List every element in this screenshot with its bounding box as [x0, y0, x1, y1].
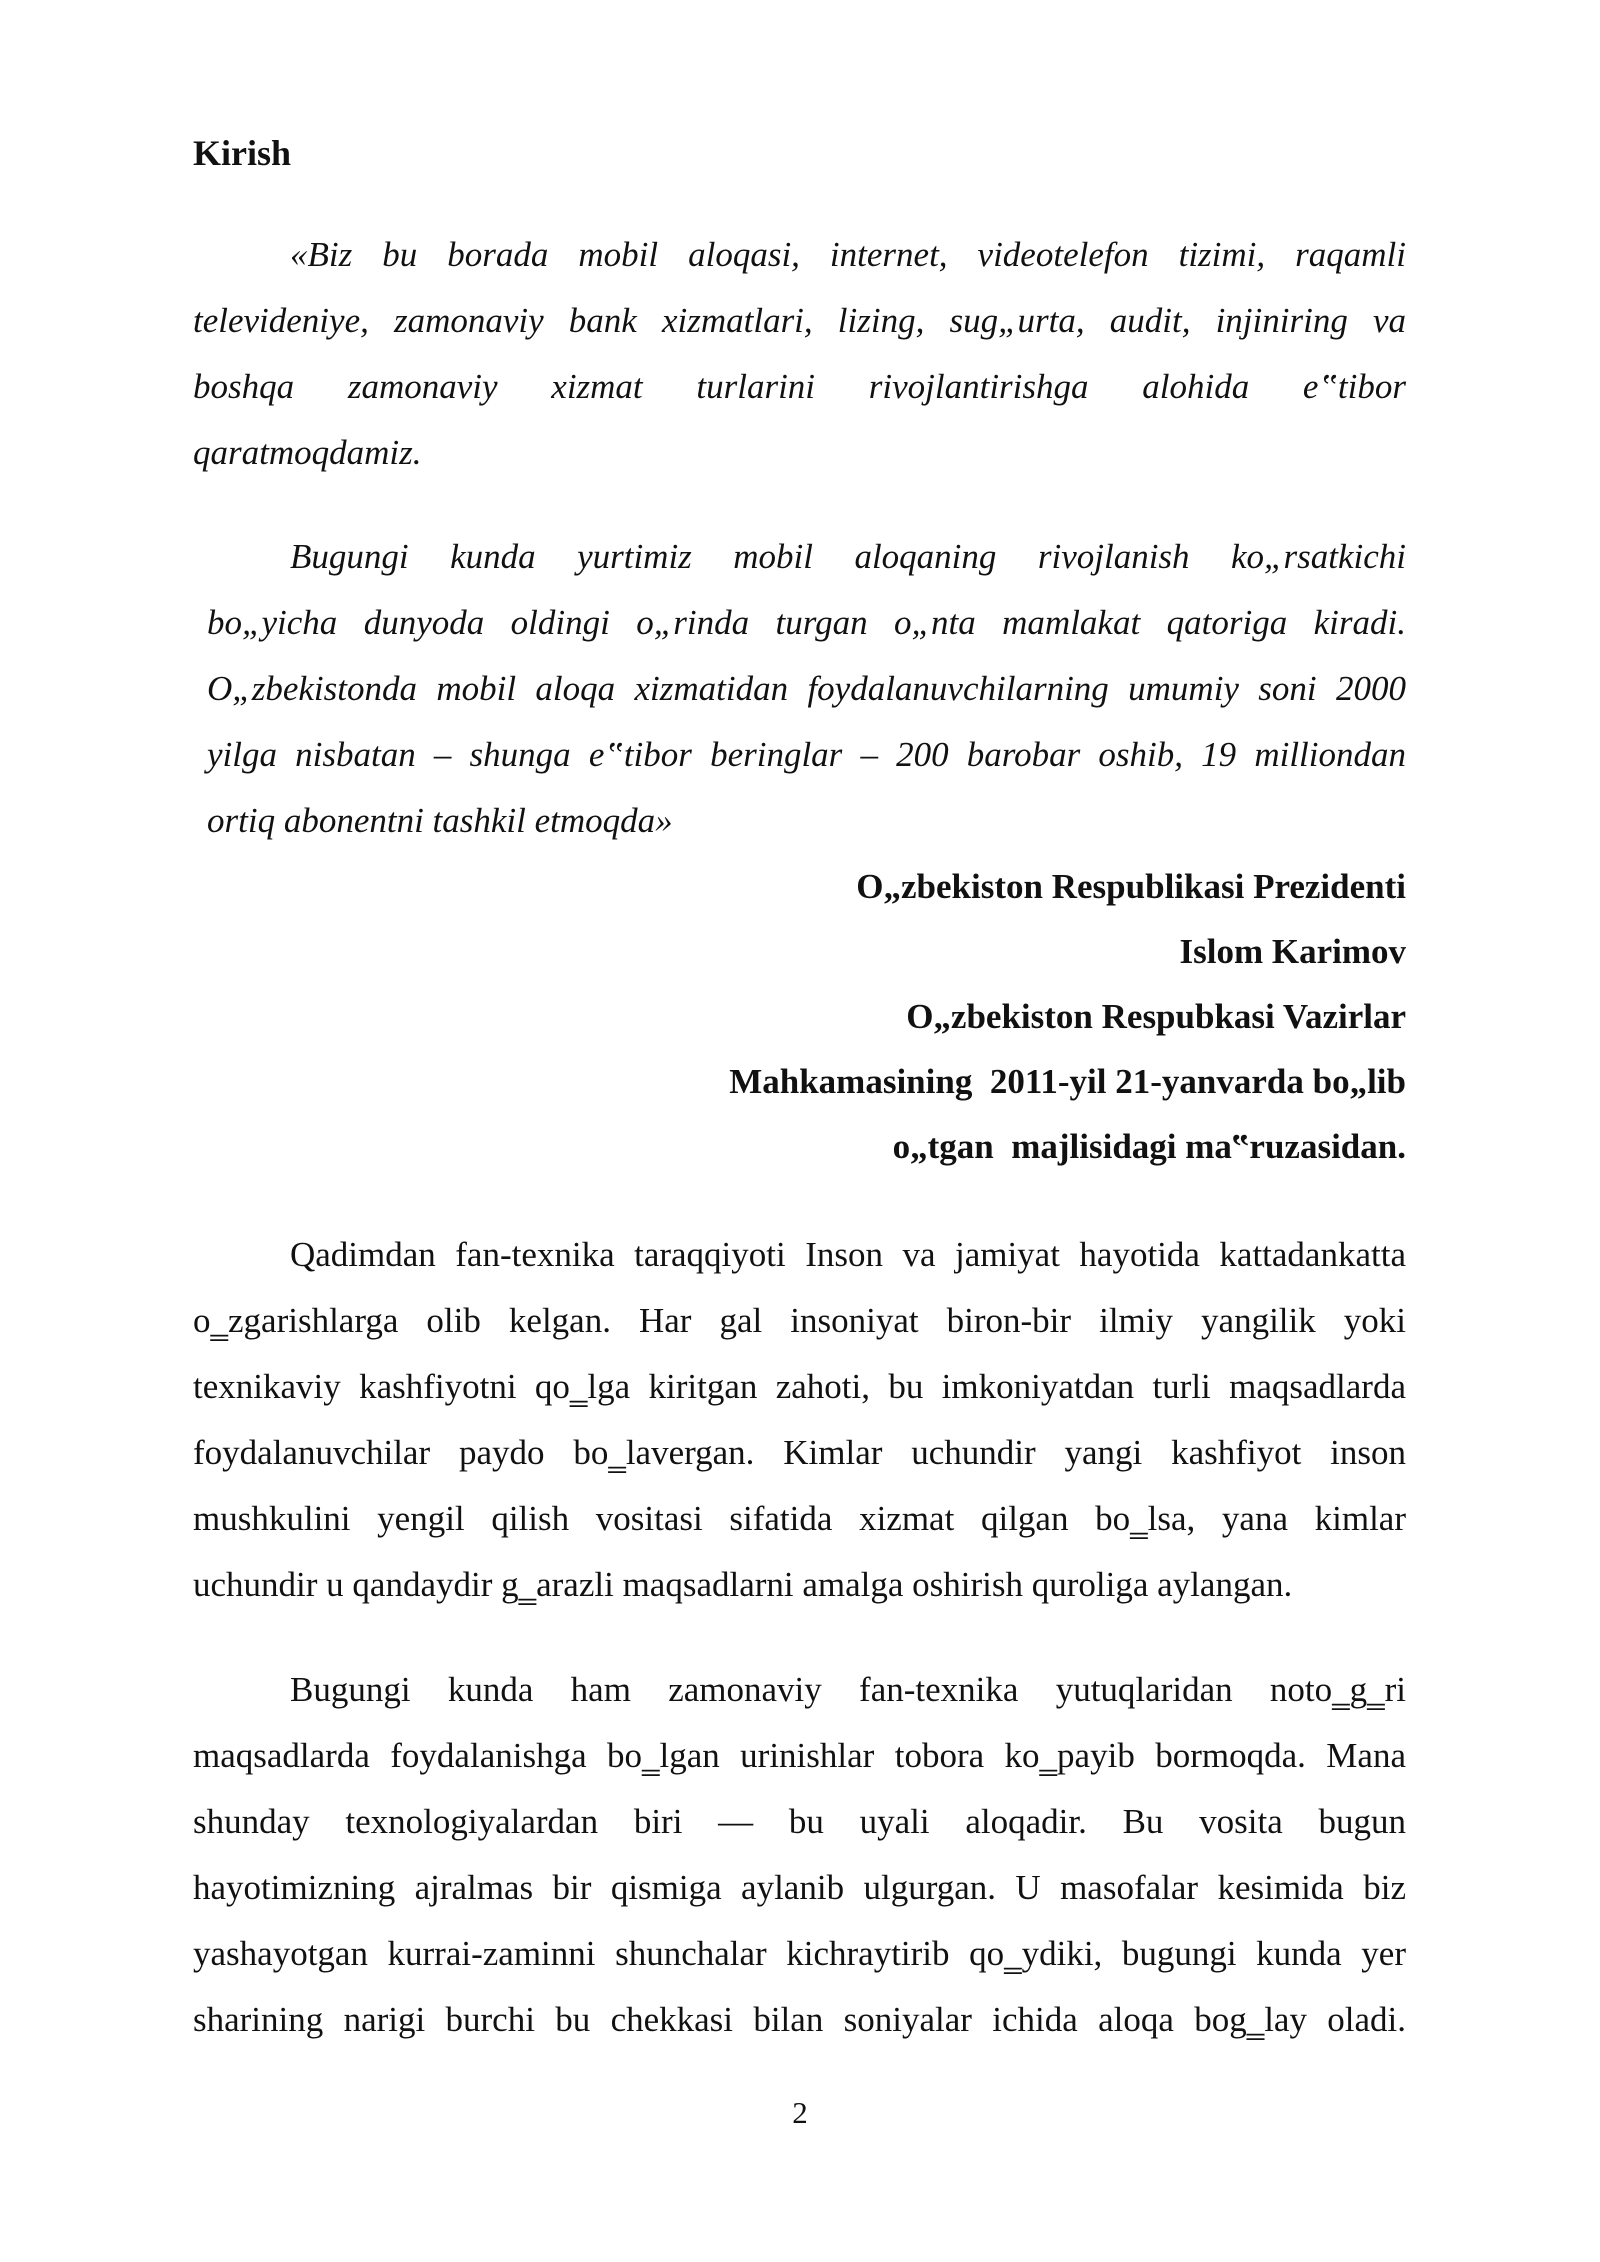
quote-line: Bugungi kunda yurtimiz mobil aloqaning rivojlanish ko„rsatkichi — [290, 537, 1406, 576]
paragraph-line: uchundir u qandaydir g‗arazli maqsadlarni amalga oshirish quroliga aylangan. — [193, 1565, 1293, 1604]
body-paragraph-2 — [193, 1657, 1406, 2053]
epigraph-quote-2 — [207, 524, 1406, 854]
section-heading: Kirish — [193, 133, 292, 173]
paragraph-line: hayotimizning ajralmas bir qismiga aylanib ulgurgan. U masofalar kesimida biz — [193, 1868, 1406, 1907]
epigraph-quote-1 — [193, 222, 1406, 486]
body-paragraph-1 — [193, 1222, 1406, 1618]
quote-line: O„zbekistonda mobil aloqa xizmatidan foydalanuvchilarning umumiy soni 2000 — [207, 669, 1406, 708]
attribution-line: o„tgan majlisidagi ma‟ruzasidan. — [892, 1127, 1406, 1166]
quote-line: televideniye, zamonaviy bank xizmatlari, lizing, sug„urta, audit, injiniring va — [193, 301, 1406, 340]
paragraph-line: maqsadlarda foydalanishga bo‗lgan urinishlar tobora ko‗payib bormoqda. Mana — [193, 1736, 1406, 1775]
quote-line: qaratmoqdamiz. — [193, 433, 422, 472]
paragraph-line: sharining narigi burchi bu chekkasi bilan soniyalar ichida aloqa bog‗lay oladi. — [193, 2000, 1406, 2039]
page-number: 2 — [792, 2095, 808, 2130]
paragraph-line: o‗zgarishlarga olib kelgan. Har gal insoniyat biron-bir ilmiy yangilik yoki — [193, 1301, 1406, 1340]
paragraph-line: Bugungi kunda ham zamonaviy fan-texnika yutuqlaridan noto‗g‗ri — [290, 1670, 1406, 1709]
paragraph-line: mushkulini yengil qilish vositasi sifatida xizmat qilgan bo‗lsa, yana kimlar — [193, 1499, 1406, 1538]
paragraph-line: foydalanuvchilar paydo bo‗lavergan. Kimlar uchundir yangi kashfiyot inson — [193, 1433, 1406, 1472]
attribution-line: Mahkamasining 2011-yil 21-yanvarda bo„lib — [729, 1062, 1406, 1101]
attribution-line: Islom Karimov — [1179, 932, 1406, 971]
paragraph-line: texnikaviy kashfiyotni qo‗lga kiritgan zahoti, bu imkoniyatdan turli maqsadlarda — [193, 1367, 1406, 1406]
quote-line: «Biz bu borada mobil aloqasi, internet, videotelefon tizimi, raqamli — [290, 235, 1406, 274]
paragraph-line: shunday texnologiyalardan biri — bu uyali aloqadir. Bu vosita bugun — [193, 1802, 1406, 1841]
paragraph-line: yashayotgan kurrai-zaminni shunchalar kichraytirib qo‗ydiki, bugungi kunda yer — [193, 1934, 1406, 1973]
quote-line: bo„yicha dunyoda oldingi o„rinda turgan o„nta mamlakat qatoriga kiradi. — [207, 603, 1406, 642]
paragraph-line: Qadimdan fan-texnika taraqqiyoti Inson va jamiyat hayotida kattadankatta — [290, 1235, 1406, 1274]
attribution-line: O„zbekiston Respubkasi Vazirlar — [906, 997, 1406, 1036]
quote-attribution — [406, 854, 1406, 1179]
quote-line: boshqa zamonaviy xizmat turlarini rivojlantirishga alohida e‟tibor — [193, 367, 1406, 406]
quote-line: ortiq abonentni tashkil etmoqda» — [207, 801, 673, 840]
attribution-line: O„zbekiston Respublikasi Prezidenti — [856, 867, 1406, 906]
quote-line: yilga nisbatan – shunga e‟tibor beringlar – 200 barobar oshib, 19 milliondan — [207, 735, 1406, 774]
